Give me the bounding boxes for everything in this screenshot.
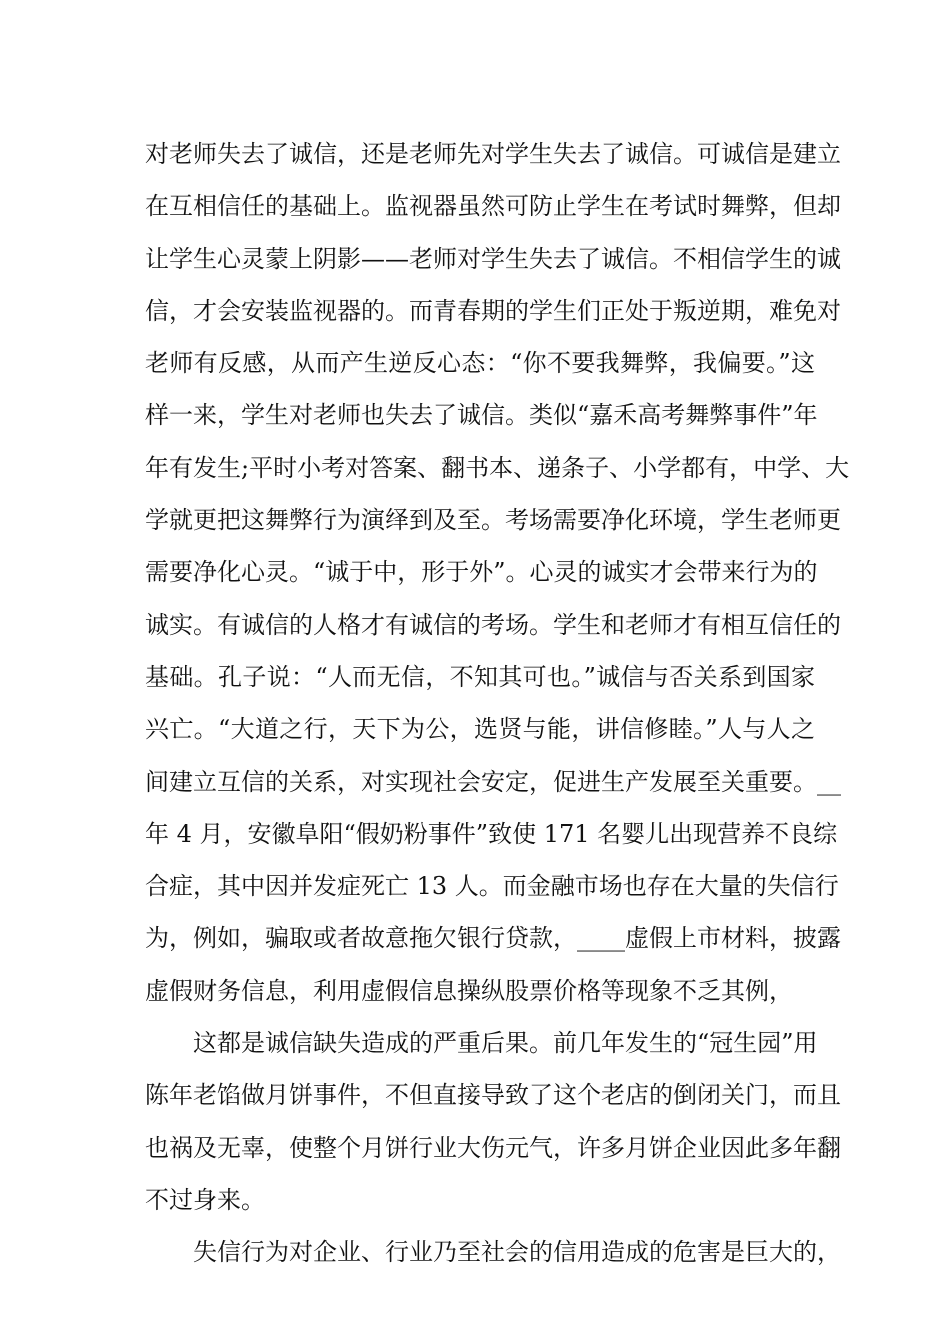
text-line: 基础。孔子说：“人而无信，不知其可也。”诚信与否关系到国家 (145, 662, 815, 691)
text-line: 虚假财务信息，利用虚假信息操纵股票价格等现象不乏其例， (145, 976, 793, 1005)
paragraph-start-line: 这都是诚信缺失造成的严重后果。前几年发生的“冠生园”用 (193, 1029, 818, 1058)
text-line: 年有发生;平时小考对答案、翻书本、递条子、小学都有，中学、大 (145, 453, 850, 482)
text-line: 样一来，学生对老师也失去了诚信。类似“嘉禾高考舞弊事件”年 (145, 401, 818, 430)
text-line: 学就更把这舞弊行为演绎到及至。考场需要净化环境，学生老师更 (145, 506, 841, 535)
body-text (145, 128, 850, 1279)
text-line: 兴亡。“大道之行，天下为公，选贤与能，讲信修睦。”人与人之 (145, 715, 815, 744)
text-line: 不过身来。 (145, 1185, 265, 1214)
text-line: 让学生心灵蒙上阴影——老师对学生失去了诚信。不相信学生的诚 (145, 244, 841, 273)
text-line: 合症，其中因并发症死亡 13 人。而金融市场也存在大量的失信行 (145, 872, 839, 901)
text-line: 陈年老馅做月饼事件，不但直接导致了这个老店的倒闭关门，而且 (145, 1081, 841, 1110)
text-line: 在互相信任的基础上。监视器虽然可防止学生在考试时舞弊，但却 (145, 192, 841, 221)
text-line: 对老师失去了诚信，还是老师先对学生失去了诚信。可诚信是建立 (145, 140, 841, 168)
text-line: 需要净化心灵。“诚于中，形于外”。心灵的诚实才会带来行为的 (145, 558, 818, 587)
text-line: 年 4 月，安徽阜阳“假奶粉事件”致使 171 名婴儿出现营养不良综 (145, 819, 838, 848)
text-line: 诚实。有诚信的人格才有诚信的考场。学生和老师才有相互信任的 (145, 610, 841, 639)
text-line: 信，才会安装监视器的。而青春期的学生们正处于叛逆期，难免对 (145, 296, 841, 325)
text-line: 老师有反感，从而产生逆反心态：“你不要我舞弊，我偏要。”这 (145, 349, 815, 378)
paragraph-start-line: 失信行为对企业、行业乃至社会的信用造成的危害是巨大的， (193, 1238, 841, 1267)
text-line: 间建立互信的关系，对实现社会安定，促进生产发展至关重要。__ (145, 767, 841, 796)
text-line: 也祸及无辜，使整个月饼行业大伤元气，许多月饼企业因此多年翻 (145, 1133, 841, 1162)
text-line: 为，例如，骗取或者故意拖欠银行贷款，____虚假上市材料，披露 (145, 924, 841, 953)
